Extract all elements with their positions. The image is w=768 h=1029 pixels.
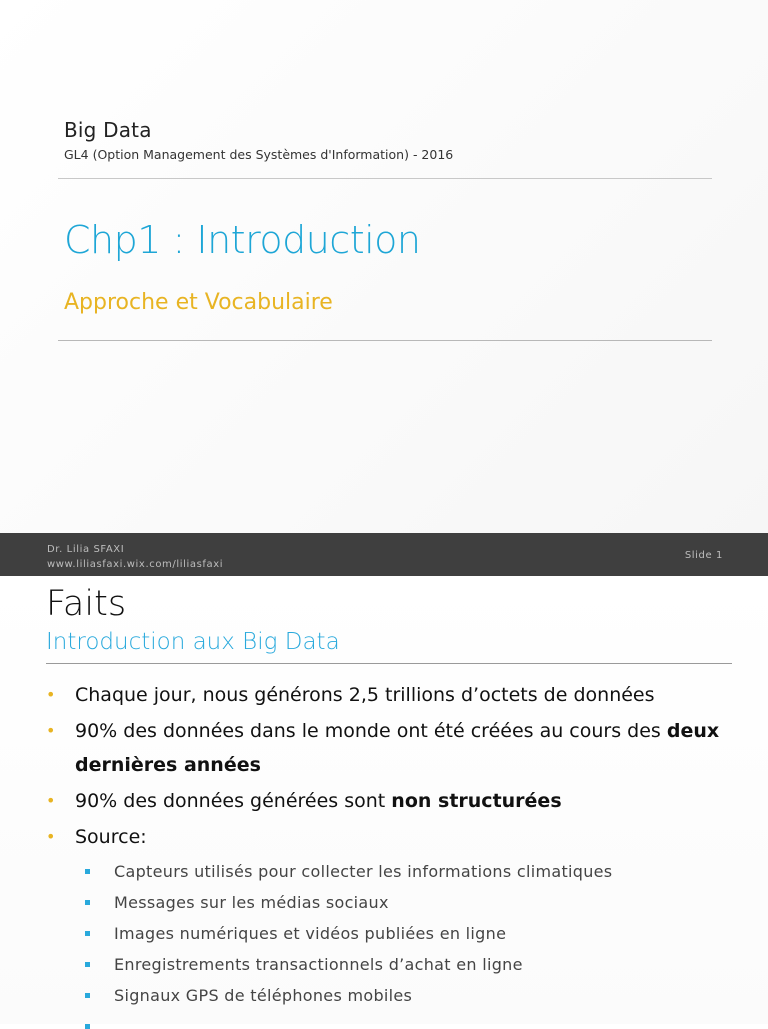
course-subtitle: GL4 (Option Management des Systèmes d'Information) - 2016 <box>64 147 454 162</box>
bullet-text: 90% des données générées sont <box>75 790 392 812</box>
source-item <box>85 918 736 949</box>
bullet-item <box>46 678 736 712</box>
blue-square-icon <box>85 962 90 967</box>
source-list <box>85 856 736 1011</box>
bullet-emphasis: deux dernières années <box>75 720 720 776</box>
divider-top <box>58 178 712 179</box>
bullet-text: Chaque jour, nous générons 2,5 trillions d’octets de données <box>75 684 655 706</box>
source-item <box>85 949 736 980</box>
slide-subtitle: Introduction aux Big Data <box>46 629 340 655</box>
chapter-title: Chp1 : Introduction <box>64 218 421 262</box>
source-text: Signaux GPS de téléphones mobiles <box>114 986 413 1005</box>
yellow-dot-icon: • <box>46 685 56 704</box>
yellow-dot-icon: • <box>46 827 56 846</box>
slide-2 <box>0 576 768 1024</box>
source-item <box>85 887 736 918</box>
yellow-dot-icon: • <box>46 791 56 810</box>
source-text: Capteurs utilisés pour collecter les informations climatiques <box>114 862 613 881</box>
divider-bottom <box>58 340 712 341</box>
source-item <box>85 980 736 1011</box>
chapter-subtitle: Approche et Vocabulaire <box>64 290 333 315</box>
slide-title: Faits <box>46 584 127 624</box>
bullet-item <box>46 820 736 1011</box>
blue-square-icon <box>85 931 90 936</box>
footer-url: www.liliasfaxi.wix.com/liliasfaxi <box>47 559 224 570</box>
source-text: Messages sur les médias sociaux <box>114 893 389 912</box>
source-item <box>85 856 736 887</box>
blue-square-icon <box>85 900 90 905</box>
source-text: Images numériques et vidéos publiées en ligne <box>114 924 507 943</box>
bullet-list <box>46 678 736 1013</box>
bullet-text: 90% des données dans le monde ont été créées au cours des <box>75 720 667 742</box>
blue-square-icon <box>85 993 90 998</box>
footer-author: Dr. Lilia SFAXI <box>47 544 125 555</box>
bullet-item <box>46 714 736 782</box>
course-title: Big Data <box>64 118 152 142</box>
slide-number: Slide 1 <box>684 550 723 561</box>
blue-square-icon <box>85 869 90 874</box>
slide-footer <box>0 533 768 576</box>
bullet-text: Source: <box>75 826 147 848</box>
bullet-item <box>46 784 736 818</box>
blue-square-icon <box>85 1024 90 1029</box>
source-text: Enregistrements transactionnels d’achat en ligne <box>114 955 523 974</box>
bullet-emphasis: non structurées <box>391 790 562 812</box>
yellow-dot-icon: • <box>46 721 56 740</box>
divider <box>46 663 732 664</box>
